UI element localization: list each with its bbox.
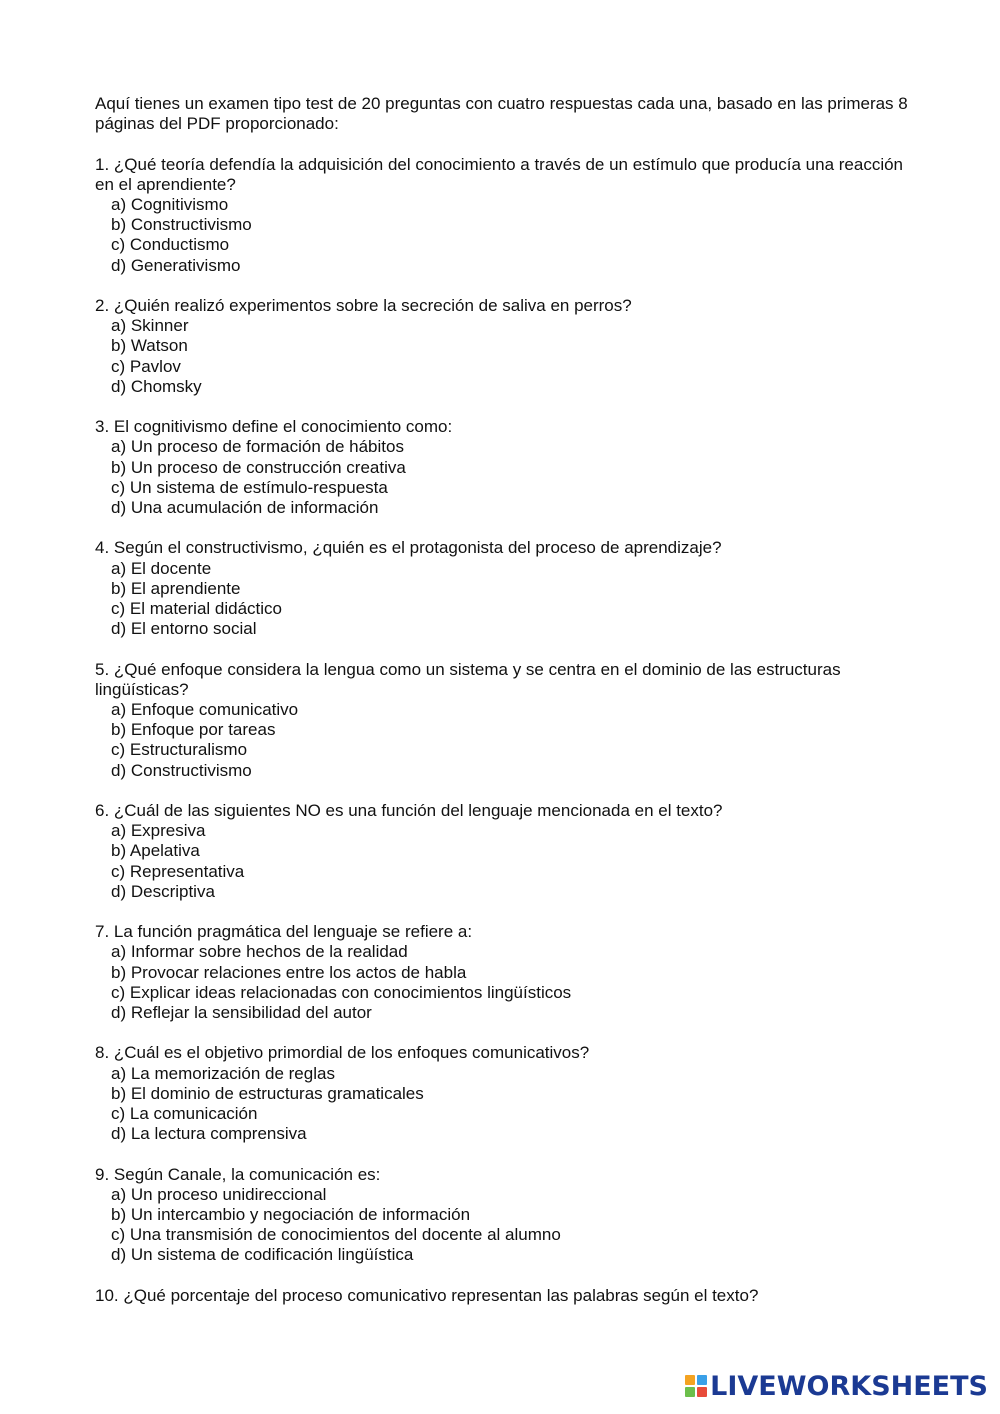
question-8 (95, 1043, 925, 1144)
question-text: 10. ¿Qué porcentaje del proceso comunicativo representan las palabras según el texto? (95, 1285, 759, 1305)
liveworksheets-logo[interactable] (685, 1368, 988, 1404)
answer-option: c) Una transmisión de conocimientos del docente al alumno (111, 1225, 561, 1245)
question-9 (95, 1165, 925, 1266)
answer-option: c) Un sistema de estímulo-respuesta (111, 477, 388, 497)
answer-option: c) Representativa (111, 861, 245, 881)
answer-option: d) Reflejar la sensibilidad del autor (111, 1003, 372, 1023)
question-1 (95, 155, 925, 276)
answer-option: b) Apelativa (111, 841, 200, 861)
logo-square-1 (685, 1375, 695, 1385)
question-text: 1. ¿Qué teoría defendía la adquisición del conocimiento a través de un estímulo que producía una reacción en el aprendiente? (95, 154, 904, 194)
answer-option: c) El material didáctico (111, 599, 283, 619)
question-2 (95, 296, 925, 397)
answer-option: d) Constructivismo (111, 760, 252, 780)
question-text: 2. ¿Quién realizó experimentos sobre la secreción de saliva en perros? (95, 296, 632, 315)
answer-option: c) La comunicación (111, 1104, 258, 1124)
answer-option: a) La memorización de reglas (111, 1063, 335, 1083)
question-text: 8. ¿Cuál es el objetivo primordial de los enfoques comunicativos? (95, 1043, 590, 1063)
answer-option: d) Descriptiva (111, 881, 215, 901)
question-4 (95, 538, 925, 639)
answer-option: d) Un sistema de codificación lingüística (111, 1245, 414, 1265)
intro-text: Aquí tienes un examen tipo test de 20 preguntas con cuatro respuestas cada una, basado en las primeras 8 páginas del PDF proporcionado: (95, 94, 908, 134)
question-5 (95, 660, 925, 781)
answer-option: b) El aprendiente (111, 578, 241, 598)
question-list (95, 155, 925, 1306)
worksheet-page (95, 94, 925, 1326)
logo-text: LIVEWORKSHEETS (710, 1370, 988, 1402)
answer-option: b) Provocar relaciones entre los actos de habla (111, 962, 467, 982)
answer-option: a) El docente (111, 558, 212, 578)
question-10 (95, 1286, 925, 1306)
question-text: 5. ¿Qué enfoque considera la lengua como un sistema y se centra en el dominio de las estructuras lingüísticas? (95, 659, 841, 699)
question-text: 3. El cognitivismo define el conocimiento como: (95, 417, 453, 437)
answer-option: a) Un proceso de formación de hábitos (111, 437, 404, 457)
answer-option: b) Enfoque por tareas (111, 720, 276, 740)
logo-square-2 (697, 1375, 707, 1385)
question-6 (95, 801, 925, 902)
liveworksheets-logo-icon (685, 1375, 707, 1397)
answer-option: d) La lectura comprensiva (111, 1124, 307, 1144)
answer-option: c) Pavlov (111, 356, 181, 376)
answer-option: a) Un proceso unidireccional (111, 1184, 327, 1204)
answer-option: b) Un proceso de construcción creativa (111, 457, 406, 477)
answer-option: c) Explicar ideas relacionadas con conocimientos lingüísticos (111, 982, 572, 1002)
answer-option: c) Conductismo (111, 235, 230, 255)
answer-option: a) Expresiva (111, 821, 206, 841)
logo-square-4 (697, 1387, 707, 1397)
answer-option: d) El entorno social (111, 619, 257, 639)
question-text: 6. ¿Cuál de las siguientes NO es una función del lenguaje mencionada en el texto? (95, 801, 723, 821)
answer-option: d) Chomsky (111, 376, 202, 396)
answer-option: b) Watson (111, 336, 188, 356)
answer-option: a) Skinner (111, 316, 189, 336)
answer-option: a) Informar sobre hechos de la realidad (111, 942, 408, 962)
logo-square-3 (685, 1387, 695, 1397)
answer-option: d) Generativismo (111, 255, 241, 275)
answer-option: a) Enfoque comunicativo (111, 700, 299, 720)
answer-option: c) Estructuralismo (111, 740, 248, 760)
question-3 (95, 417, 925, 518)
answer-option: b) Un intercambio y negociación de información (111, 1205, 471, 1225)
question-7 (95, 922, 925, 1023)
question-text: 4. Según el constructivismo, ¿quién es el protagonista del proceso de aprendizaje? (95, 538, 722, 558)
answer-option: a) Cognitivismo (111, 195, 229, 214)
question-text: 7. La función pragmática del lenguaje se refiere a: (95, 922, 473, 942)
answer-option: b) Constructivismo (111, 215, 252, 235)
answer-option: b) El dominio de estructuras gramaticales (111, 1083, 424, 1103)
question-text: 9. Según Canale, la comunicación es: (95, 1164, 381, 1184)
answer-option: d) Una acumulación de información (111, 498, 379, 518)
